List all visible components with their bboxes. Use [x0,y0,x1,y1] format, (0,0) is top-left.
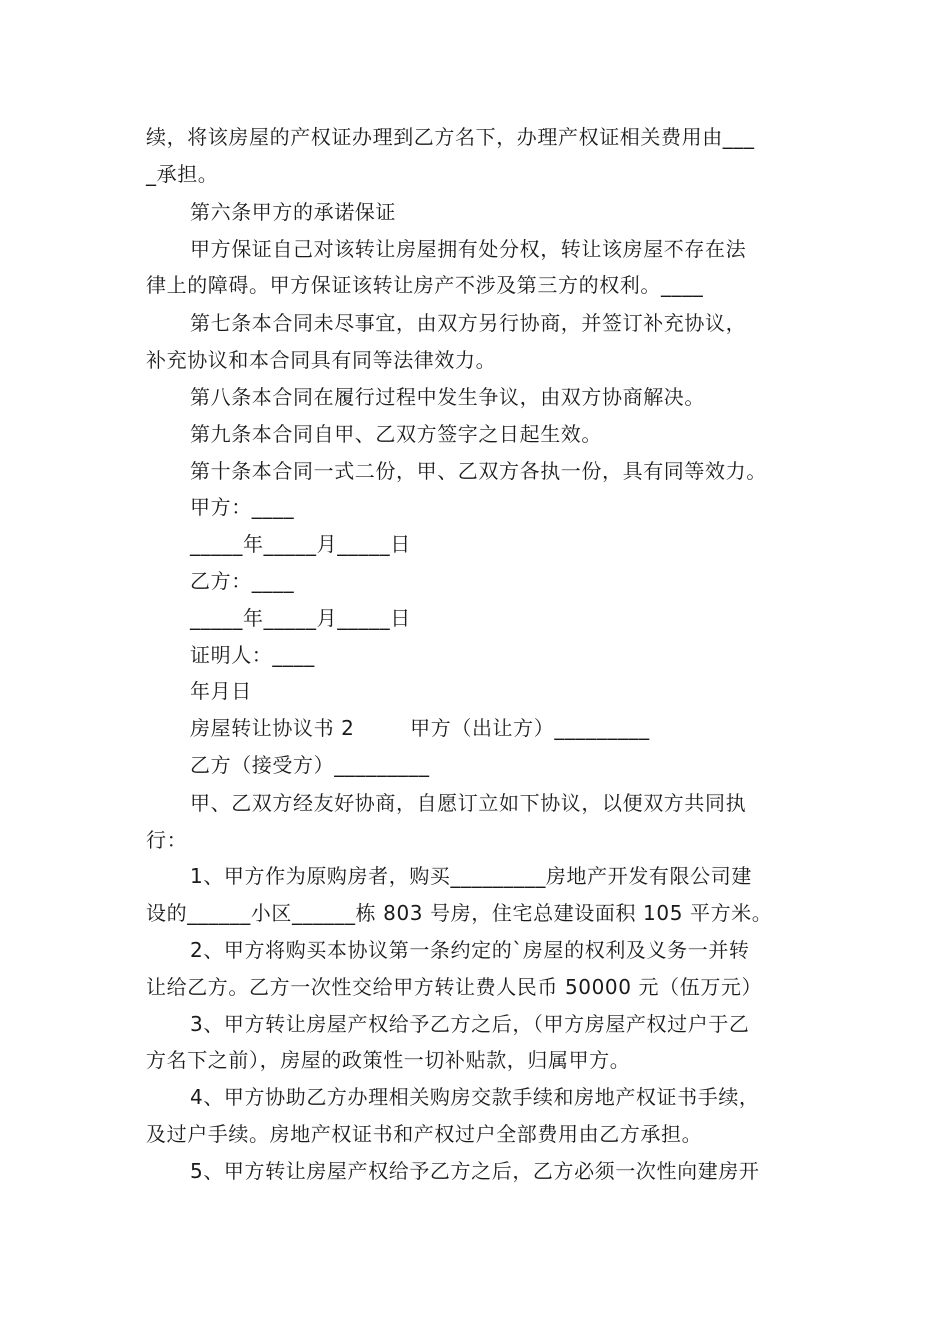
paragraph-line: 甲、乙双方经友好协商，自愿订立如下协议，以便双方共同执 [190,791,747,815]
paragraph-line: 第七条本合同未尽事宜，由双方另行协商，并签订补充协议， [190,311,747,335]
date-line: _____年_____月_____日 [190,606,411,630]
clause-heading: 第六条甲方的承诺保证 [190,200,396,224]
paragraph-line: 及过户手续。房地产权证书和产权过户全部费用由乙方承担。 [146,1122,703,1146]
paragraph-line: 行： [146,828,188,852]
paragraph-line: 律上的障碍。甲方保证该转让房产不涉及第三方的权利。____ [146,273,704,297]
paragraph-line: 第八条本合同在履行过程中发生争议，由双方协商解决。 [190,385,705,409]
date-line: 年月日 [190,679,252,703]
paragraph-line: 方名下之前），房屋的政策性一切补贴款，归属甲方。 [146,1048,631,1072]
paragraph-line: 续，将该房屋的产权证办理到乙方名下，办理产权证相关费用由___ [146,125,755,149]
paragraph-line: 3、甲方转让房屋产权给予乙方之后，（甲方房屋产权过户于乙 [190,1012,750,1036]
paragraph-line: 5、甲方转让房屋产权给予乙方之后，乙方必须一次性向建房开 [190,1159,760,1183]
paragraph-line: 设的______小区______栋 803 号房，住宅总建设面积 105 平方米。 [146,901,773,925]
paragraph-line: 补充协议和本合同具有同等法律效力。 [146,348,497,372]
paragraph-line: 乙方（接受方）_________ [190,753,430,777]
agreement-title-line: 房屋转让协议书 2 甲方（出让方）_________ [190,716,650,740]
paragraph-line: _承担。 [146,162,219,186]
paragraph-line: 第九条本合同自甲、乙双方签字之日起生效。 [190,422,602,446]
signature-party-a: 甲方：____ [190,495,295,519]
paragraph-line: 让给乙方。乙方一次性交给甲方转让费人民币 50000 元（伍万元） [146,975,763,999]
signature-party-b: 乙方：____ [190,569,295,593]
witness-line: 证明人：____ [190,643,315,667]
paragraph-line: 1、甲方作为原购房者，购买_________房地产开发有限公司建 [190,864,752,888]
date-line: _____年_____月_____日 [190,532,411,556]
paragraph-line: 甲方保证自己对该转让房屋拥有处分权，转让该房屋不存在法 [190,237,747,261]
paragraph-line: 第十条本合同一式二份，甲、乙双方各执一份，具有同等效力。 [190,459,767,483]
paragraph-line: 2、甲方将购买本协议第一条约定的`房屋的权利及义务一并转 [190,938,750,962]
paragraph-line: 4、甲方协助乙方办理相关购房交款手续和房地产权证书手续， [190,1085,760,1109]
